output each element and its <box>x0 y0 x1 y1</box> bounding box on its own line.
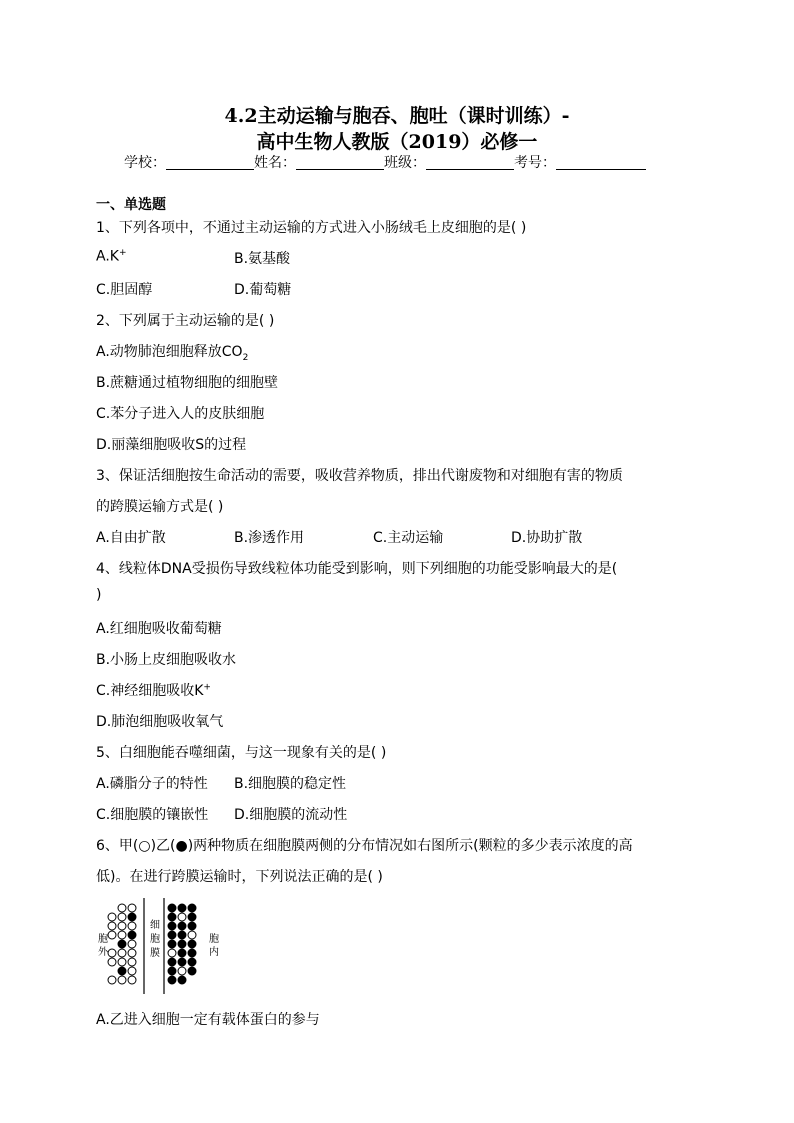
question-4-option-d: D.肺泡细胞吸收氧气 <box>96 714 224 730</box>
question-6-stem-line1: 6、甲(○)乙(●)两种物质在细胞膜两侧的分布情况如右图所示(颗粒的多少表示浓度的高 <box>96 838 633 854</box>
membrane-label-char1: 细 <box>150 920 160 931</box>
question-5-option-c: C.细胞膜的镶嵌性 <box>96 807 209 823</box>
option-text: A.K <box>96 248 119 265</box>
class-blank[interactable] <box>426 154 514 170</box>
option-text: C.神经细胞吸收K <box>96 683 204 699</box>
question-1-option-c: C.胆固醇 <box>96 282 153 298</box>
question-2-option-d: D.丽藻细胞吸收S的过程 <box>96 437 247 453</box>
question-5-option-d: D.细胞膜的流动性 <box>234 807 348 823</box>
number-label: 考号： <box>514 155 556 171</box>
outside-label-char1: 胞 <box>98 934 108 945</box>
question-4-option-b: B.小肠上皮细胞吸收水 <box>96 652 237 668</box>
membrane-distribution-figure <box>92 896 232 998</box>
document-title-line1: 4.2主动运输与胞吞、胞吐（课时训练）- <box>224 105 570 127</box>
question-3-option-c: C.主动运输 <box>373 530 444 546</box>
superscript-plus: + <box>203 682 211 693</box>
question-1-option-d: D.葡萄糖 <box>234 282 292 298</box>
question-4-option-a: A.红细胞吸收葡萄糖 <box>96 621 222 637</box>
number-blank[interactable] <box>556 154 646 170</box>
question-1-stem: 1、下列各项中，不通过主动运输的方式进入小肠绒毛上皮细胞的是( ) <box>96 220 527 236</box>
student-info-line <box>124 152 646 172</box>
question-2-option-a <box>96 341 248 363</box>
outside-particles <box>108 904 136 984</box>
question-5-option-b: B.细胞膜的稳定性 <box>234 776 347 792</box>
inside-particles <box>168 904 196 984</box>
question-6-option-a: A.乙进入细胞一定有载体蛋白的参与 <box>96 1012 320 1028</box>
question-4-stem-line2: ) <box>96 587 102 603</box>
membrane-label-char3: 膜 <box>150 948 160 959</box>
section-heading: 一、单选题 <box>96 197 166 213</box>
inside-label <box>209 933 222 958</box>
question-4-option-c <box>96 680 211 700</box>
question-2-option-c: C.苯分子进入人的皮肤细胞 <box>96 406 265 422</box>
question-2-stem: 2、下列属于主动运输的是( ) <box>96 313 275 329</box>
question-5-stem: 5、白细胞能吞噬细菌，与这一现象有关的是( ) <box>96 745 387 761</box>
inside-label-char1: 胞 <box>209 934 219 945</box>
question-3-option-d: D.协助扩散 <box>511 530 583 546</box>
subscript-two: 2 <box>242 352 249 363</box>
question-3-stem-line1: 3、保证活细胞按生命活动的需要，吸收营养物质，排出代谢废物和对细胞有害的物质 <box>96 468 623 484</box>
option-text: A.动物肺泡细胞释放CO <box>96 344 243 360</box>
superscript-plus: + <box>118 248 127 258</box>
question-1-option-a <box>96 248 127 265</box>
question-3-option-a: A.自由扩散 <box>96 530 166 546</box>
question-6-stem-line2: 低)。在进行跨膜运输时，下列说法正确的是( ) <box>96 869 383 885</box>
name-label: 姓名： <box>254 155 296 171</box>
outside-label-char2: 外 <box>98 947 108 958</box>
membrane-label-char2: 胞 <box>150 934 160 945</box>
name-blank[interactable] <box>296 154 384 170</box>
question-2-option-b: B.蔗糖通过植物细胞的细胞壁 <box>96 375 279 391</box>
school-blank[interactable] <box>166 154 254 170</box>
membrane-label <box>150 919 163 959</box>
question-4-stem-line1: 4、线粒体DNA受损伤导致线粒体功能受到影响，则下列细胞的功能受影响最大的是( <box>96 561 618 577</box>
question-3-option-b: B.渗透作用 <box>234 530 305 546</box>
inside-label-char2: 内 <box>209 947 219 958</box>
question-3-stem-line2: 的跨膜运输方式是( ) <box>96 499 224 515</box>
school-label: 学校： <box>124 155 166 171</box>
question-5-option-a: A.磷脂分子的特性 <box>96 776 208 792</box>
question-1-option-b: B.氨基酸 <box>234 251 291 267</box>
class-label: 班级： <box>384 155 426 171</box>
document-title-line2: 高中生物人教版（2019）必修一 <box>256 131 538 153</box>
